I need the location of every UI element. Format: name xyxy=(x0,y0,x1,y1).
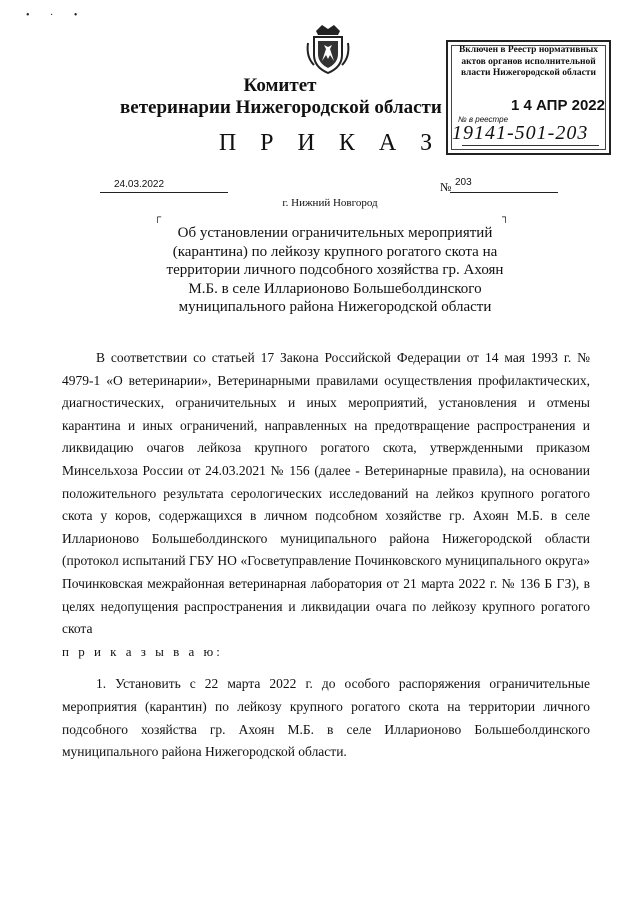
document-body xyxy=(62,347,590,764)
document-number-label: № xyxy=(440,180,452,194)
number-underline xyxy=(450,192,558,193)
organization-name-line2: ветеринарии Нижегородской области xyxy=(120,97,442,118)
date-underline xyxy=(100,192,228,193)
document-city: г. Нижний Новгород xyxy=(282,197,378,209)
stamp-date: 1 4 АПР 2022 xyxy=(511,97,605,114)
stamp-registry-number: 19141-501-203 xyxy=(452,122,589,144)
document-title: Об установлении ограничительных мероприятий (карантина) по лейкозу крупного рогатого скота на территории личного подсобного хозяйства гр. Ахоян М.Б. в селе Илларионово Большеболдинского муниципального района Нижегородской области xyxy=(166,225,504,315)
document-number: 203 xyxy=(455,177,472,188)
document-type-heading: П Р И К А З xyxy=(218,130,442,156)
scan-specks: • · • xyxy=(26,10,87,21)
stamp-text: Включен в Реестр нормативных актов органов исполнительной власти Нижегородской области xyxy=(458,45,599,78)
stamp-registry-label: № в реестре xyxy=(458,115,509,124)
title-corner-left: ┌ xyxy=(154,212,162,223)
order-item-1: 1. Установить с 22 марта 2022 г. до особого распоряжения ограничительные мероприятия (карантин) по лейкозу крупного рогатого скота на территории личного подсобного хозяйства гр. Ахоян М.Б. в селе Илларионово Большеболдинского муниципального района Нижегородской области. xyxy=(62,676,590,760)
coat-of-arms-emblem-icon xyxy=(302,23,354,75)
document-date: 24.03.2022 xyxy=(114,179,165,190)
order-word: п р и к а з ы в а ю: xyxy=(62,643,223,659)
organization-name-line1: Комитет xyxy=(243,75,317,96)
title-corner-right: ┐ xyxy=(502,212,510,223)
preamble-paragraph: В соответствии со статьей 17 Закона Российской Федерации от 14 мая 1993 г. № 4979-1 «О ветеринарии», Ветеринарными правилами осуществления профилактических, диагностических, ограничительных и иных мероприятий, установления и отмены карантина и иных ограничений, направленных на предотвращение распространения и ликвидацию очагов лейкоза крупного рогатого скота, утвержденными приказом Минсельхоза России от 24.03.2021 № 156 (далее - Ветеринарные правила), на основании положительного результата серологических исследований на лейкоз крупного рогатого скота у коров, содержащихся в личном подсобном хозяйстве гр. Ахоян М.Б. в селе Илларионово Большеболдинского муниципального района Нижегородской области (протокол испытаний ГБУ НО «Госветуправление Починковского муниципального округа» Починковская межрайонная ветеринарная лаборатория от 21 марта 2022 г. № 136 Б ГЗ), в целях недопущения распространения и ликвидации очага по лейкозу крупного рогатого скота xyxy=(62,350,590,637)
